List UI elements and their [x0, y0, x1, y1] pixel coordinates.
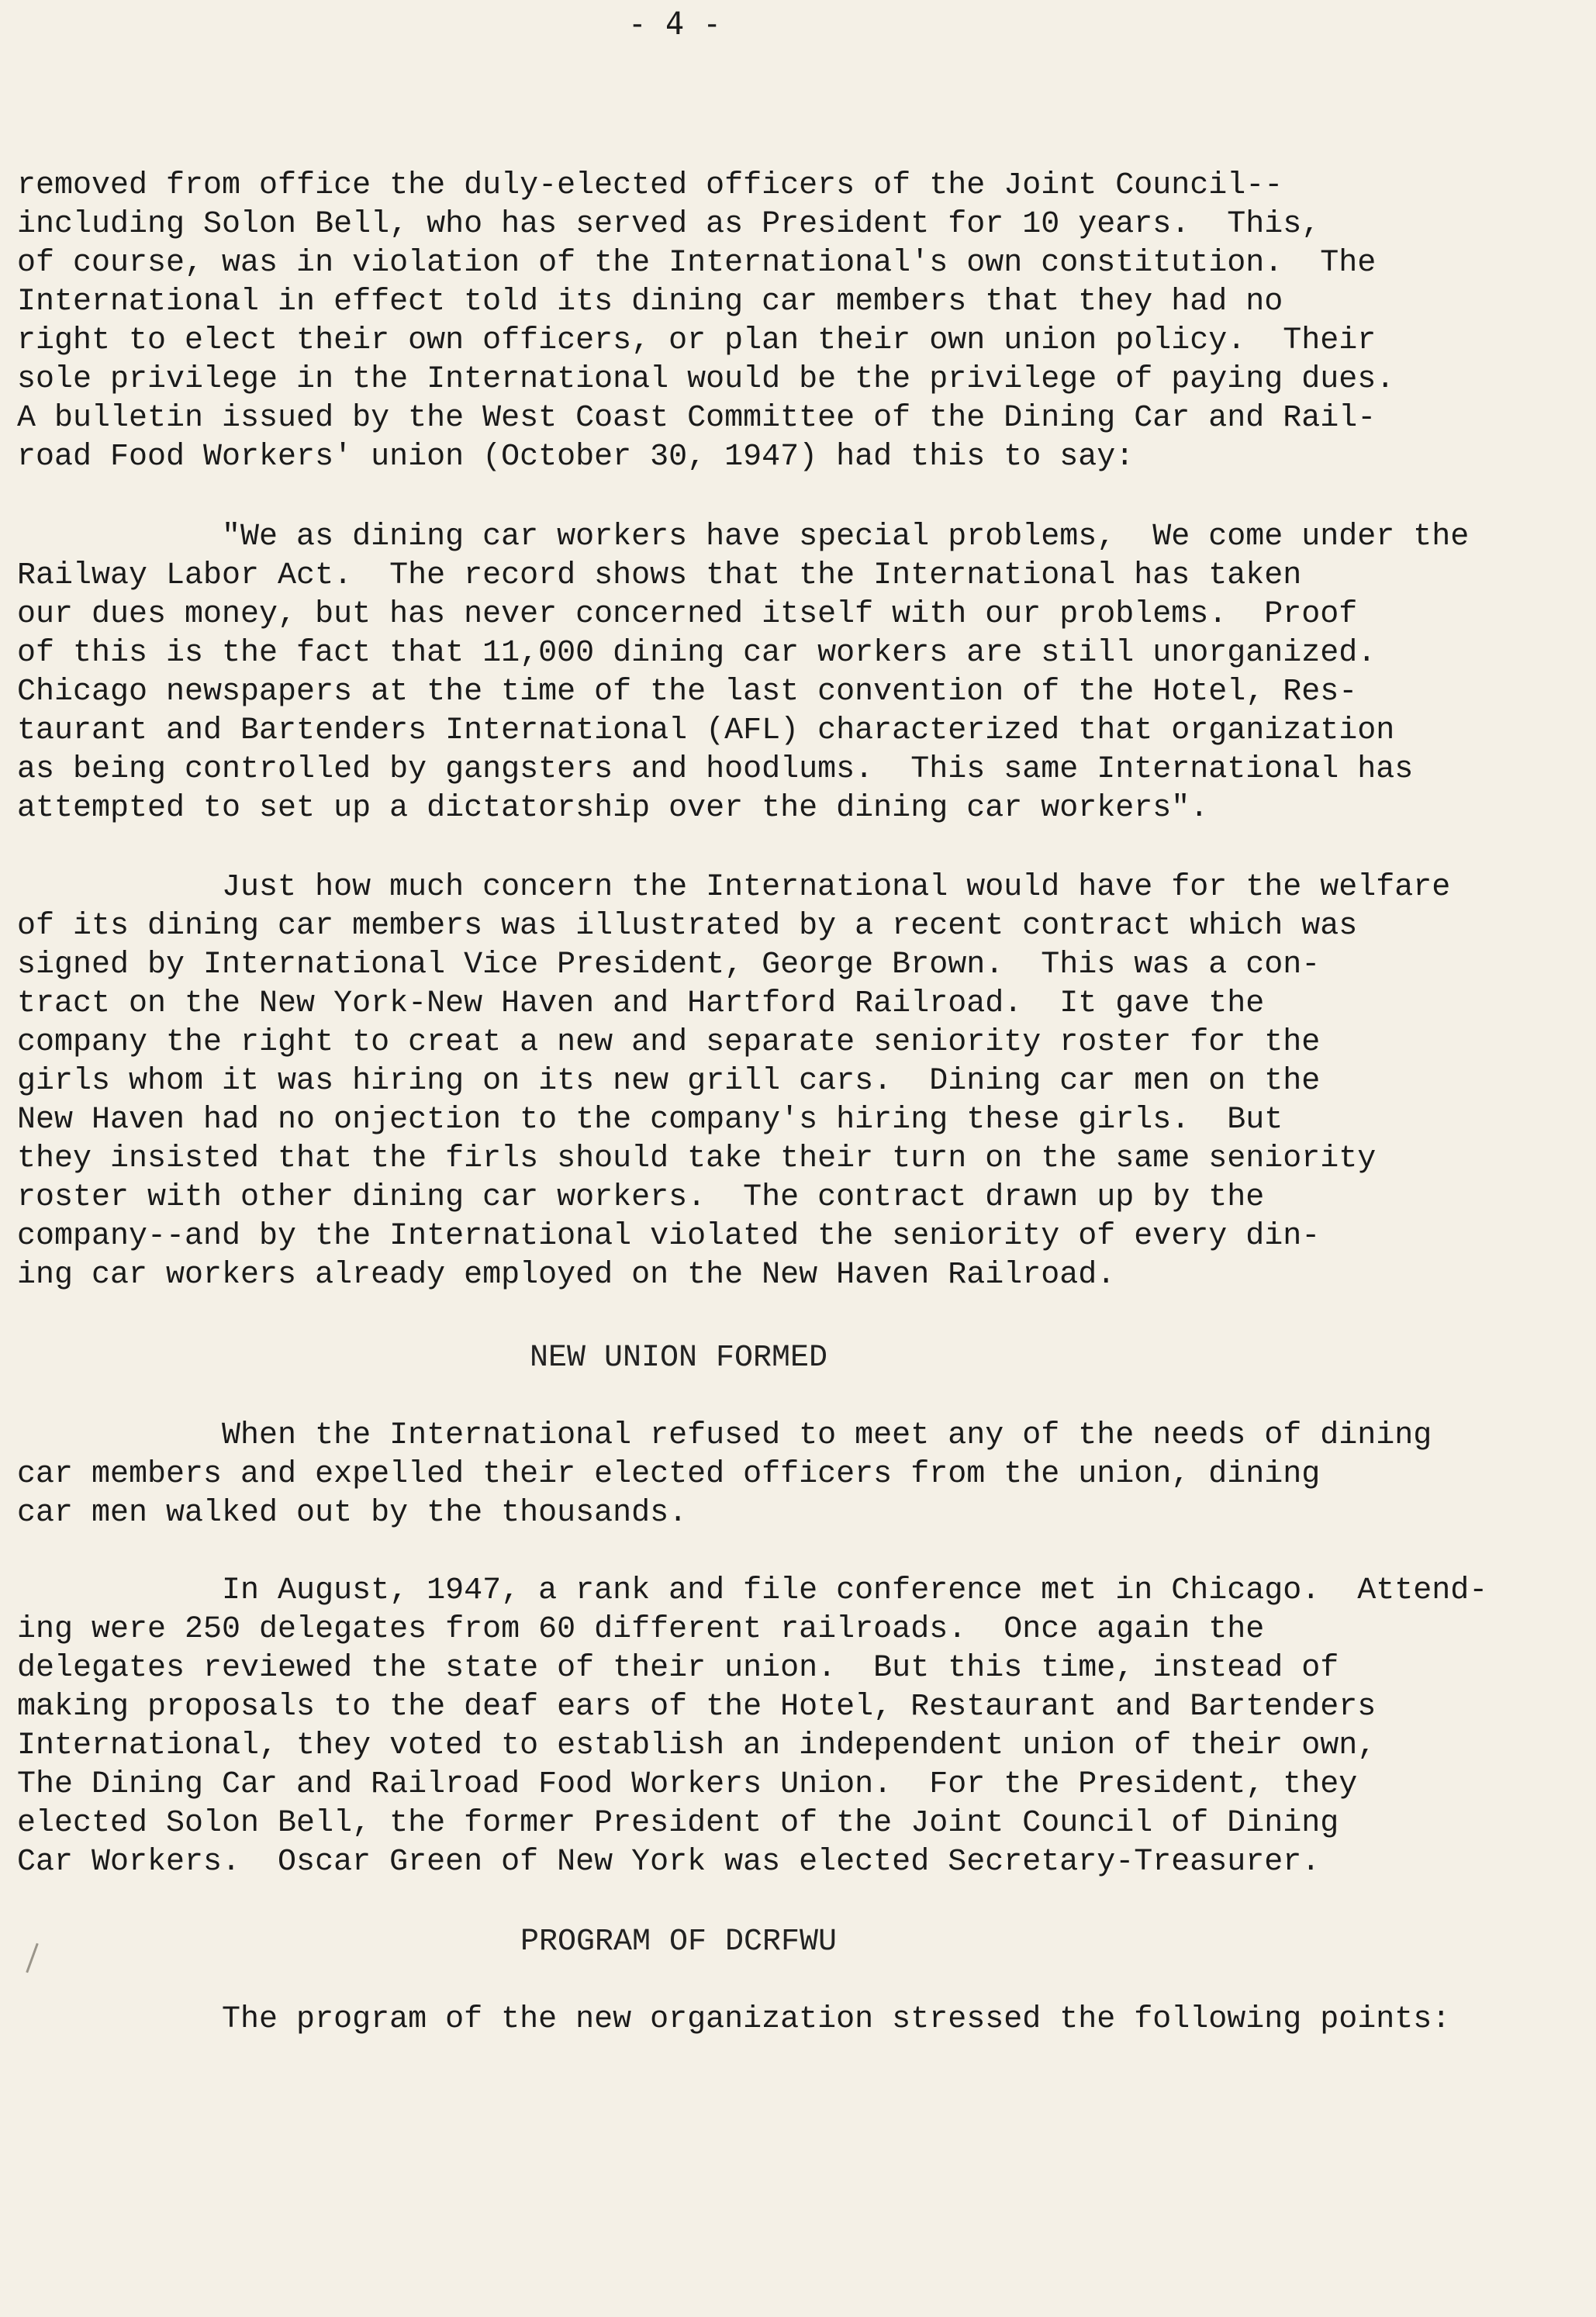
- heading-program: PROGRAM OF DCRFWU: [520, 1925, 838, 1960]
- heading-new-union-formed: NEW UNION FORMED: [529, 1341, 828, 1376]
- paragraph-contract: Just how much concern the International would have for the welfare of its dining car members was illustrated by a recent contract which was signed by International Vice President, George Brown. This was a con- tract on the New York-New Haven and Hartford Railroad. It gave the company the right to creat a new and separate seniority roster for the girls whom it was hiring on its new grill cars. Dining car men on the New Haven had no onjection to the company's hiring these girls. But they insisted that the firls should take their turn on the same seniority roster with other dining car workers. The contract drawn up by the company--and by the International violated the seniority of every din- ing car workers already employed on the New Haven Railroad.: [17, 870, 1451, 1293]
- paragraph-officers-removed: removed from office the duly-elected officers of the Joint Council-- including Solon Bell, who has served as President for 10 years. This, of course, was in violation of the International's own constitution. The International in effect told its dining car members that they had no right to elect their own officers, or plan their own union policy. Their sole privilege in the International would be the privilege of paying dues. A bulletin issued by the West Coast Committee of the Dining Car and Rail- road Food Workers' union (October 30, 1947) had this to say:: [17, 168, 1395, 475]
- page-number: - 4 -: [627, 6, 722, 42]
- paragraph-program-intro: The program of the new organization stressed the following points:: [17, 2002, 1451, 2037]
- paragraph-walkout: When the International refused to meet any of the needs of dining car members and expelled their elected officers from the union, dining car men walked out by the thousands.: [17, 1418, 1432, 1531]
- paragraph-bulletin-quote: "We as dining car workers have special problems, We come under the Railway Labor Act. The record shows that the International has taken our dues money, but has never concerned itself with our problems. Proof of this is the fact that 11,000 dining car workers are still unorganized. Chicago newspapers at the time of the last convention of the Hotel, Res- taurant and Bartenders International (AFL) characterized that organization as being controlled by gangsters and hoodlums. This same International has attempted to set up a dictatorship over the dining car workers".: [17, 520, 1470, 826]
- paragraph-conference: In August, 1947, a rank and file conference met in Chicago. Attend- ing were 250 delegates from 60 different railroads. Once again the delegates reviewed the state of their union. But this time, instead of making proposals to the deaf ears of the Hotel, Restaurant and Bartenders International, they voted to establish an independent union of their own, The Dining Car and Railroad Food Workers Union. For the President, they elected Solon Bell, the former President of the Joint Council of Dining Car Workers. Oscar Green of New York was elected Secretary-Treasurer.: [17, 1573, 1488, 1880]
